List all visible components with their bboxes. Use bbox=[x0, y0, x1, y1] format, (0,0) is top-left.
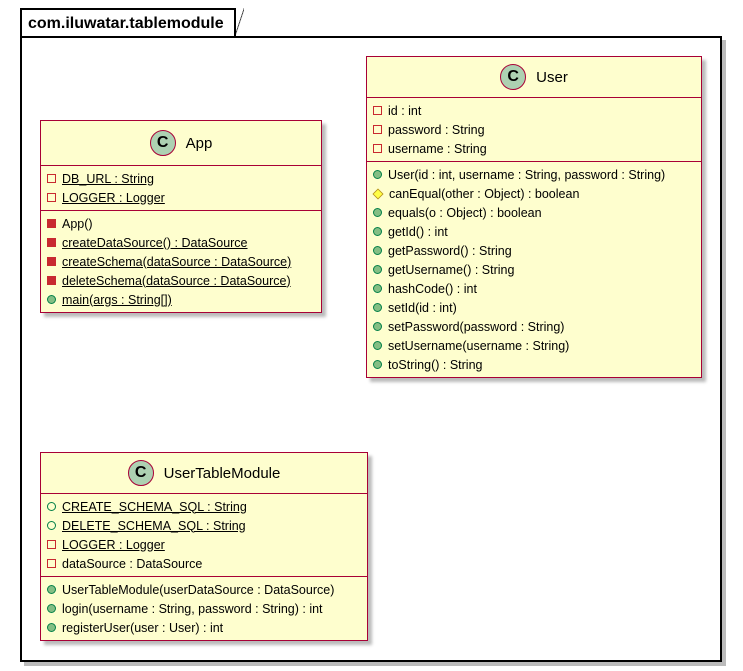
class-name: App bbox=[185, 134, 213, 152]
method-label: registerUser(user : User) : int bbox=[62, 620, 224, 635]
fields-section bbox=[41, 494, 367, 576]
private-method-icon bbox=[47, 219, 56, 228]
private-field-icon bbox=[373, 125, 382, 134]
field-row bbox=[367, 139, 701, 158]
private-field-icon bbox=[373, 144, 382, 153]
field-label: LOGGER : Logger bbox=[62, 537, 165, 552]
method-label: setId(id : int) bbox=[388, 300, 457, 315]
private-field-icon bbox=[373, 106, 382, 115]
method-label: User(id : int, username : String, password : String) bbox=[388, 167, 666, 182]
field-row bbox=[367, 101, 701, 120]
class-badge-icon: C bbox=[128, 460, 154, 486]
private-field-icon bbox=[47, 174, 56, 183]
public-method-icon bbox=[47, 604, 56, 613]
field-row bbox=[41, 497, 367, 516]
method-label: createSchema(dataSource : DataSource) bbox=[62, 254, 292, 269]
public-method-icon bbox=[47, 585, 56, 594]
public-method-icon bbox=[373, 341, 382, 350]
method-row bbox=[41, 271, 321, 290]
class-user[interactable] bbox=[366, 56, 702, 378]
public-method-icon bbox=[47, 295, 56, 304]
methods-section bbox=[367, 161, 701, 377]
method-label: getPassword() : String bbox=[388, 243, 512, 258]
field-label: id : int bbox=[388, 103, 422, 118]
public-method-icon bbox=[373, 265, 382, 274]
public-method-icon bbox=[373, 360, 382, 369]
private-method-icon bbox=[47, 238, 56, 247]
method-label: getId() : int bbox=[388, 224, 448, 239]
methods-section bbox=[41, 576, 367, 640]
class-name: UserTableModule bbox=[163, 464, 281, 482]
method-row bbox=[41, 290, 321, 309]
protected-method-icon bbox=[372, 188, 383, 199]
method-row bbox=[367, 165, 701, 184]
method-label: setUsername(username : String) bbox=[388, 338, 570, 353]
method-row bbox=[41, 214, 321, 233]
class-header bbox=[367, 57, 701, 98]
field-label: DB_URL : String bbox=[62, 171, 154, 186]
method-label: deleteSchema(dataSource : DataSource) bbox=[62, 273, 291, 288]
field-label: password : String bbox=[388, 122, 485, 137]
method-label: getUsername() : String bbox=[388, 262, 515, 277]
package-tab bbox=[20, 8, 236, 36]
method-label: UserTableModule(userDataSource : DataSource) bbox=[62, 582, 335, 597]
class-usertablemodule[interactable] bbox=[40, 452, 368, 641]
method-row bbox=[367, 279, 701, 298]
class-badge-icon: C bbox=[150, 130, 176, 156]
method-row bbox=[367, 203, 701, 222]
private-field-icon bbox=[47, 193, 56, 202]
package-name: com.iluwatar.tablemodule bbox=[28, 15, 224, 32]
field-row bbox=[41, 169, 321, 188]
method-row bbox=[41, 618, 367, 637]
method-label: login(username : String, password : String) : int bbox=[62, 601, 323, 616]
method-row bbox=[367, 317, 701, 336]
private-field-icon bbox=[47, 540, 56, 549]
method-row bbox=[41, 599, 367, 618]
class-badge-icon: C bbox=[500, 64, 526, 90]
fields-section bbox=[367, 98, 701, 161]
class-name: User bbox=[536, 68, 568, 86]
field-row bbox=[41, 554, 367, 573]
public-method-icon bbox=[373, 284, 382, 293]
method-row bbox=[41, 233, 321, 252]
class-header bbox=[41, 121, 321, 166]
public-method-icon bbox=[373, 227, 382, 236]
method-row bbox=[367, 222, 701, 241]
public-method-icon bbox=[373, 303, 382, 312]
method-label: setPassword(password : String) bbox=[388, 319, 565, 334]
field-row bbox=[367, 120, 701, 139]
public-method-icon bbox=[47, 623, 56, 632]
method-row bbox=[367, 260, 701, 279]
field-label: username : String bbox=[388, 141, 487, 156]
private-field-icon bbox=[47, 559, 56, 568]
public-method-icon bbox=[373, 322, 382, 331]
private-method-icon bbox=[47, 257, 56, 266]
class-header bbox=[41, 453, 367, 494]
public-field-icon bbox=[47, 502, 56, 511]
public-field-icon bbox=[47, 521, 56, 530]
field-row bbox=[41, 516, 367, 535]
field-label: DELETE_SCHEMA_SQL : String bbox=[62, 518, 246, 533]
private-method-icon bbox=[47, 276, 56, 285]
field-row bbox=[41, 188, 321, 207]
public-method-icon bbox=[373, 208, 382, 217]
method-label: equals(o : Object) : boolean bbox=[388, 205, 542, 220]
method-row bbox=[367, 355, 701, 374]
method-row bbox=[367, 336, 701, 355]
public-method-icon bbox=[373, 170, 382, 179]
method-label: App() bbox=[62, 216, 93, 231]
methods-section bbox=[41, 210, 321, 312]
method-row bbox=[367, 241, 701, 260]
method-row bbox=[367, 298, 701, 317]
method-label: createDataSource() : DataSource bbox=[62, 235, 248, 250]
fields-section bbox=[41, 166, 321, 210]
field-label: dataSource : DataSource bbox=[62, 556, 203, 571]
class-app[interactable] bbox=[40, 120, 322, 313]
method-row bbox=[367, 184, 701, 203]
field-label: CREATE_SCHEMA_SQL : String bbox=[62, 499, 247, 514]
method-label: main(args : String[]) bbox=[62, 292, 172, 307]
field-row bbox=[41, 535, 367, 554]
method-row bbox=[41, 580, 367, 599]
method-row bbox=[41, 252, 321, 271]
method-label: hashCode() : int bbox=[388, 281, 477, 296]
method-label: toString() : String bbox=[388, 357, 483, 372]
public-method-icon bbox=[373, 246, 382, 255]
method-label: canEqual(other : Object) : boolean bbox=[389, 186, 580, 201]
field-label: LOGGER : Logger bbox=[62, 190, 165, 205]
